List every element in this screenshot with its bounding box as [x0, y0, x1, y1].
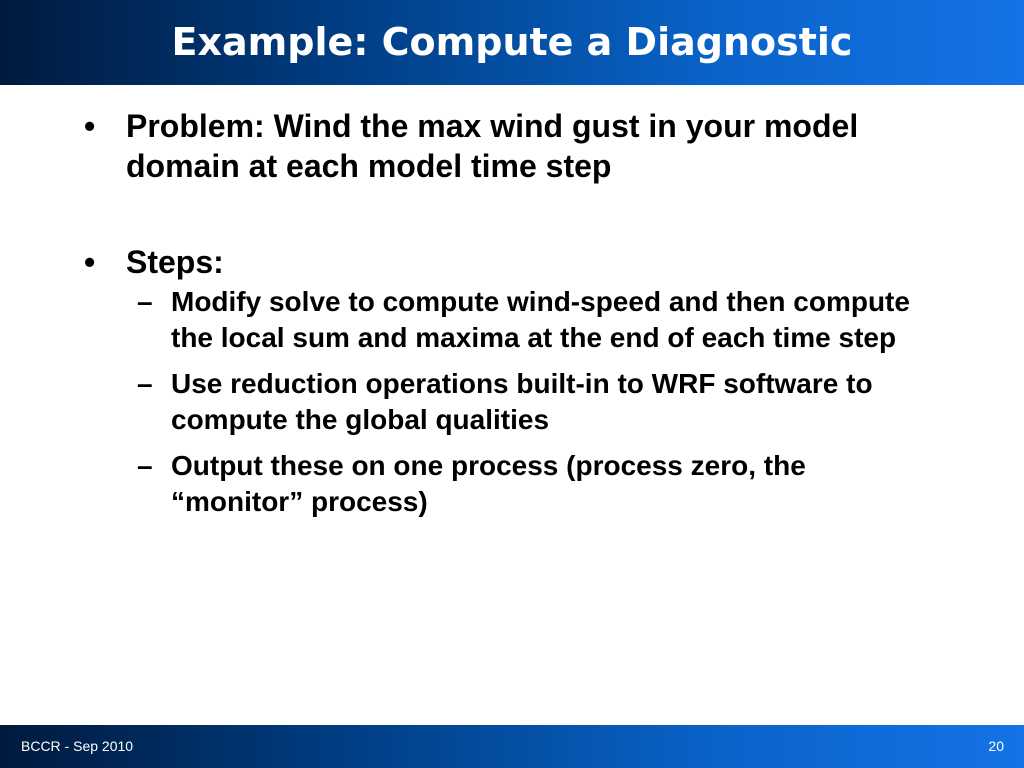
sub-bullet-marker: –	[137, 450, 153, 481]
sub-bullet-reduction-ops	[84, 366, 944, 438]
sub-bullet-modify-solve	[84, 284, 944, 356]
bullet-marker: •	[84, 244, 96, 280]
footer-text: BCCR - Sep 2010	[21, 738, 134, 754]
page-number: 20	[988, 738, 1004, 754]
slide-content	[84, 106, 944, 520]
footer-bar	[0, 725, 1024, 768]
sub-bullet-text: Output these on one process (process zero, the “monitor” process)	[171, 450, 806, 517]
sub-bullet-text: Modify solve to compute wind-speed and then compute the local sum and maxima at the end of each time step	[171, 286, 910, 353]
bullet-steps	[84, 242, 944, 282]
sub-bullet-marker: –	[137, 286, 153, 317]
bullet-text: Problem: Wind the max wind gust in your model domain at each model time step	[126, 108, 859, 184]
bullet-text: Steps:	[126, 244, 224, 280]
bullet-marker: •	[84, 108, 96, 144]
sub-bullet-output	[84, 448, 944, 520]
sub-bullet-marker: –	[137, 368, 153, 399]
bullet-problem	[84, 106, 944, 186]
slide-title: Example: Compute a Diagnostic	[171, 20, 853, 64]
sub-bullet-text: Use reduction operations built-in to WRF software to compute the global qualities	[171, 368, 873, 435]
